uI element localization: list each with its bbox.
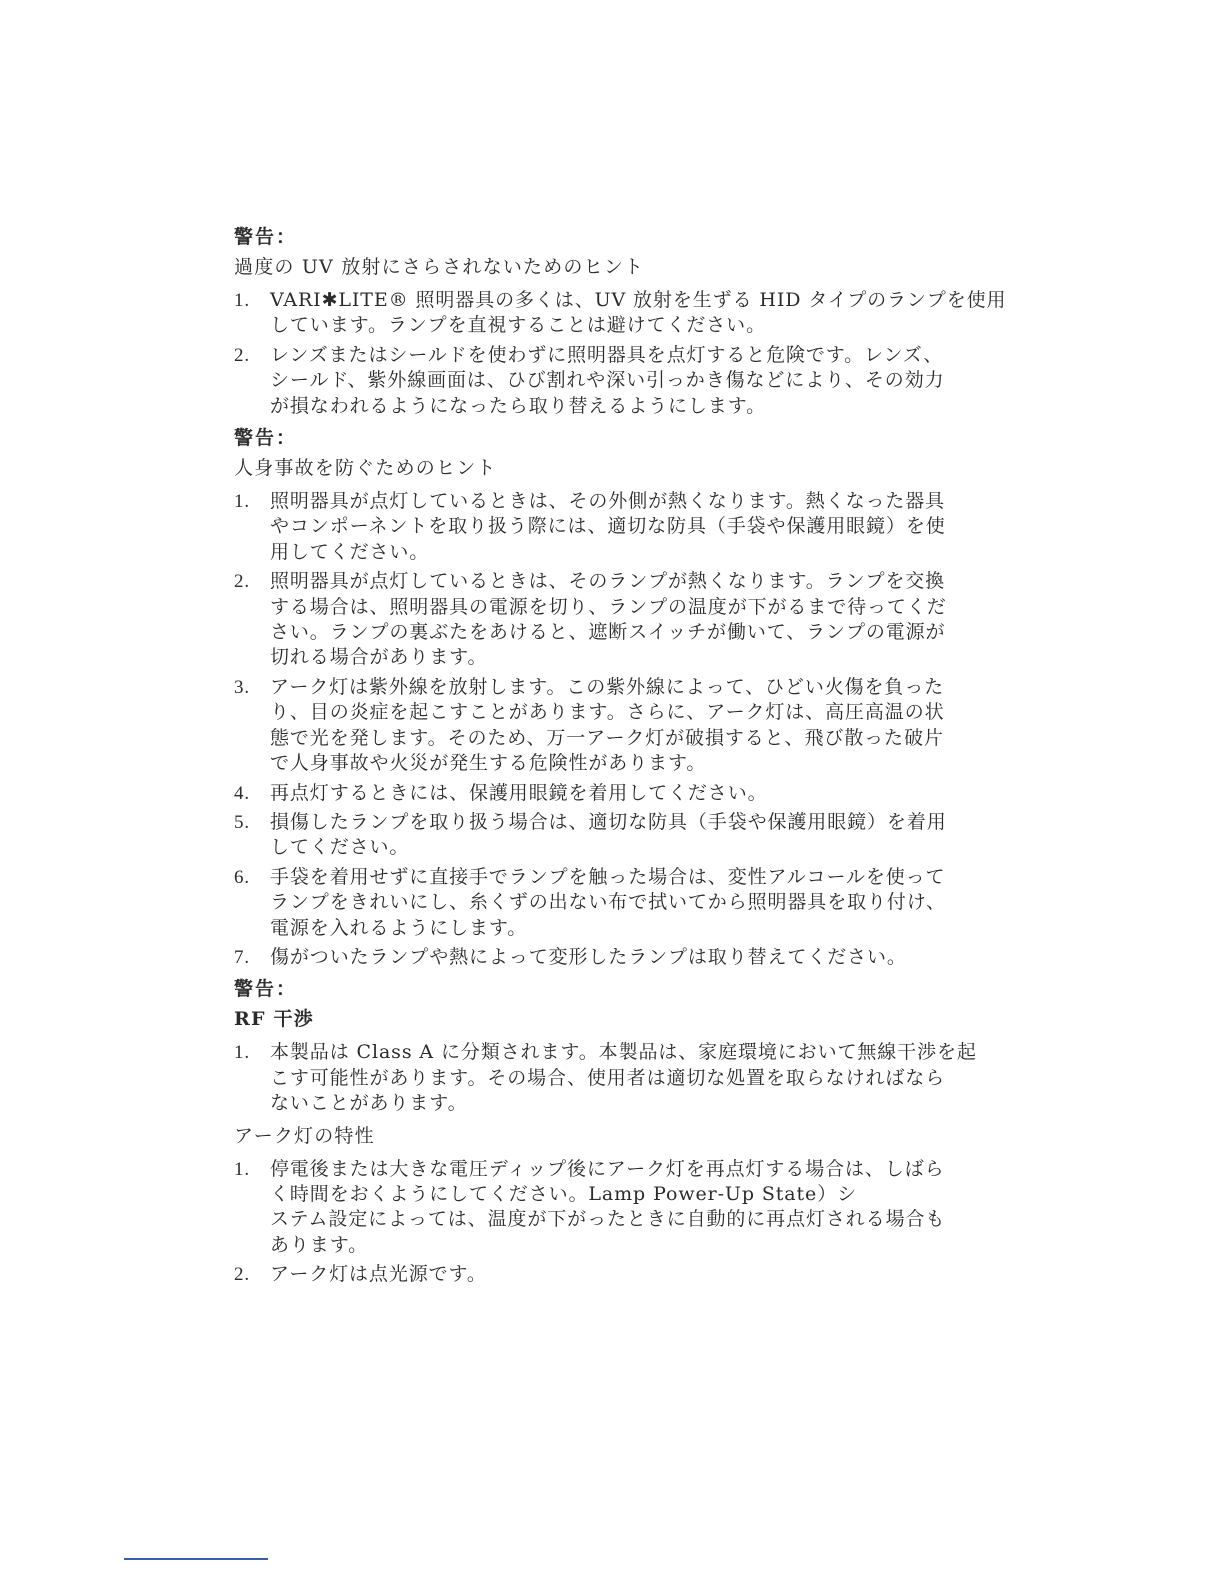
- document-body: [234, 222, 1024, 1292]
- item-text: アーク灯は点光源です。: [270, 1263, 487, 1286]
- item-number: 1.: [234, 1158, 251, 1180]
- section-uv-radiation: [234, 222, 1024, 419]
- item-number: 2.: [234, 571, 251, 593]
- section-title: 人身事故を防ぐためのヒント: [234, 457, 497, 480]
- warning-label: 警告：: [234, 427, 298, 450]
- section-rf-interference: [234, 974, 1024, 1116]
- list-item: [234, 865, 1024, 941]
- list-item: [234, 945, 1024, 970]
- list-item: [234, 489, 1024, 565]
- item-text: 照明器具が点灯しているときは、その外側が熱くなります。熱くなった器具 やコンポーネントを取り扱う際には、適切な防具（手袋や保護用眼鏡）を使 用してください。: [270, 490, 946, 563]
- section-injury-prevention: [234, 423, 1024, 970]
- item-number: 2.: [234, 344, 251, 366]
- item-number: 4.: [234, 782, 251, 804]
- item-number: 3.: [234, 676, 251, 698]
- list-item: [234, 343, 1024, 419]
- list-item: [234, 810, 1024, 861]
- item-number: 1.: [234, 491, 251, 513]
- item-number: 2.: [234, 1264, 251, 1286]
- item-text: 手袋を着用せずに直接手でランプを触った場合は、変性アルコールを使って ランプをきれいにし、糸くずの出ない布で拭いてから照明器具を取り付け、 電源を入れるようにします。: [270, 865, 946, 939]
- item-number: 5.: [234, 811, 251, 833]
- list-item: [234, 1040, 1024, 1116]
- item-text: 傷がついたランプや熱によって変形したランプは取り替えてください。: [270, 945, 907, 968]
- section-title: 過度の UV 放射にさらされないためのヒント: [234, 256, 645, 278]
- item-number: 7.: [234, 946, 251, 968]
- item-text: 損傷したランプを取り扱う場合は、適切な防具（手袋や保護用眼鏡）を着用 してください。: [270, 810, 947, 859]
- item-number: 6.: [234, 866, 251, 888]
- list-item: [234, 781, 1024, 806]
- warning-label: 警告：: [234, 226, 298, 248]
- list-item: [234, 569, 1024, 671]
- list-item: [234, 675, 1024, 777]
- item-text: 照明器具が点灯しているときは、そのランプが熱くなります。ランプを交換 する場合は、照明器具の電源を切り、ランプの温度が下がるまで待ってくだ さい。ランプの裏ぶたをあけると、遮断スイッチが働いて、ランプの電源が 切れる場合があります。: [270, 570, 947, 669]
- section-arc-lamp-characteristics: [234, 1121, 1024, 1288]
- list-item: [234, 1262, 1024, 1287]
- item-text: 再点灯するときには、保護用眼鏡を着用してください。: [270, 781, 768, 804]
- item-text: レンズまたはシールドを使わずに照明器具を点灯すると危険です。レンズ、 シールド、紫外線画面は、ひび割れや深い引っかき傷などにより、その効力 が損なわれるようになったら取り替えるようにします。: [270, 343, 945, 417]
- item-text: アーク灯は紫外線を放射します。この紫外線によって、ひどい火傷を負った り、目の炎症を起こすことがあります。さらに、アーク灯は、高圧高温の状 態で光を発します。そのため、万一アーク灯が破損すると、飛び散った破片 で人身事故や火災が発生する危険性があります。: [270, 675, 945, 775]
- hint-list: [234, 288, 1024, 419]
- item-text: VARI✱LITE® 照明器具の多くは、UV 放射を生ずる HID タイプのランプを使用 しています。ランプを直視することは避けてください。: [270, 289, 1007, 337]
- list-item: [234, 288, 1024, 339]
- hint-list: [234, 1157, 1024, 1288]
- item-number: 1.: [234, 290, 251, 311]
- item-text: 本製品は Class A に分類されます。本製品は、家庭環境において無線干渉を起 こす可能性があります。その場合、使用者は適切な処置を取らなければなら ないことがあります。: [270, 1041, 977, 1115]
- section-title: RF 干渉: [234, 1008, 314, 1031]
- hint-list: [234, 489, 1024, 970]
- item-text: 停電後または大きな電圧ディップ後にアーク灯を再点灯する場合は、しばら く時間をおくようにしてください。Lamp Power-Up State）シ ステム設定によっては、温度が下がったときに自動的に再点灯される場合も あります。: [270, 1157, 946, 1256]
- hint-list: [234, 1040, 1024, 1116]
- list-item: [234, 1157, 1024, 1259]
- warning-label: 警告：: [234, 978, 298, 1001]
- footnote-divider: [124, 1558, 268, 1560]
- section-title: アーク灯の特性: [234, 1124, 375, 1147]
- item-number: 1.: [234, 1042, 251, 1064]
